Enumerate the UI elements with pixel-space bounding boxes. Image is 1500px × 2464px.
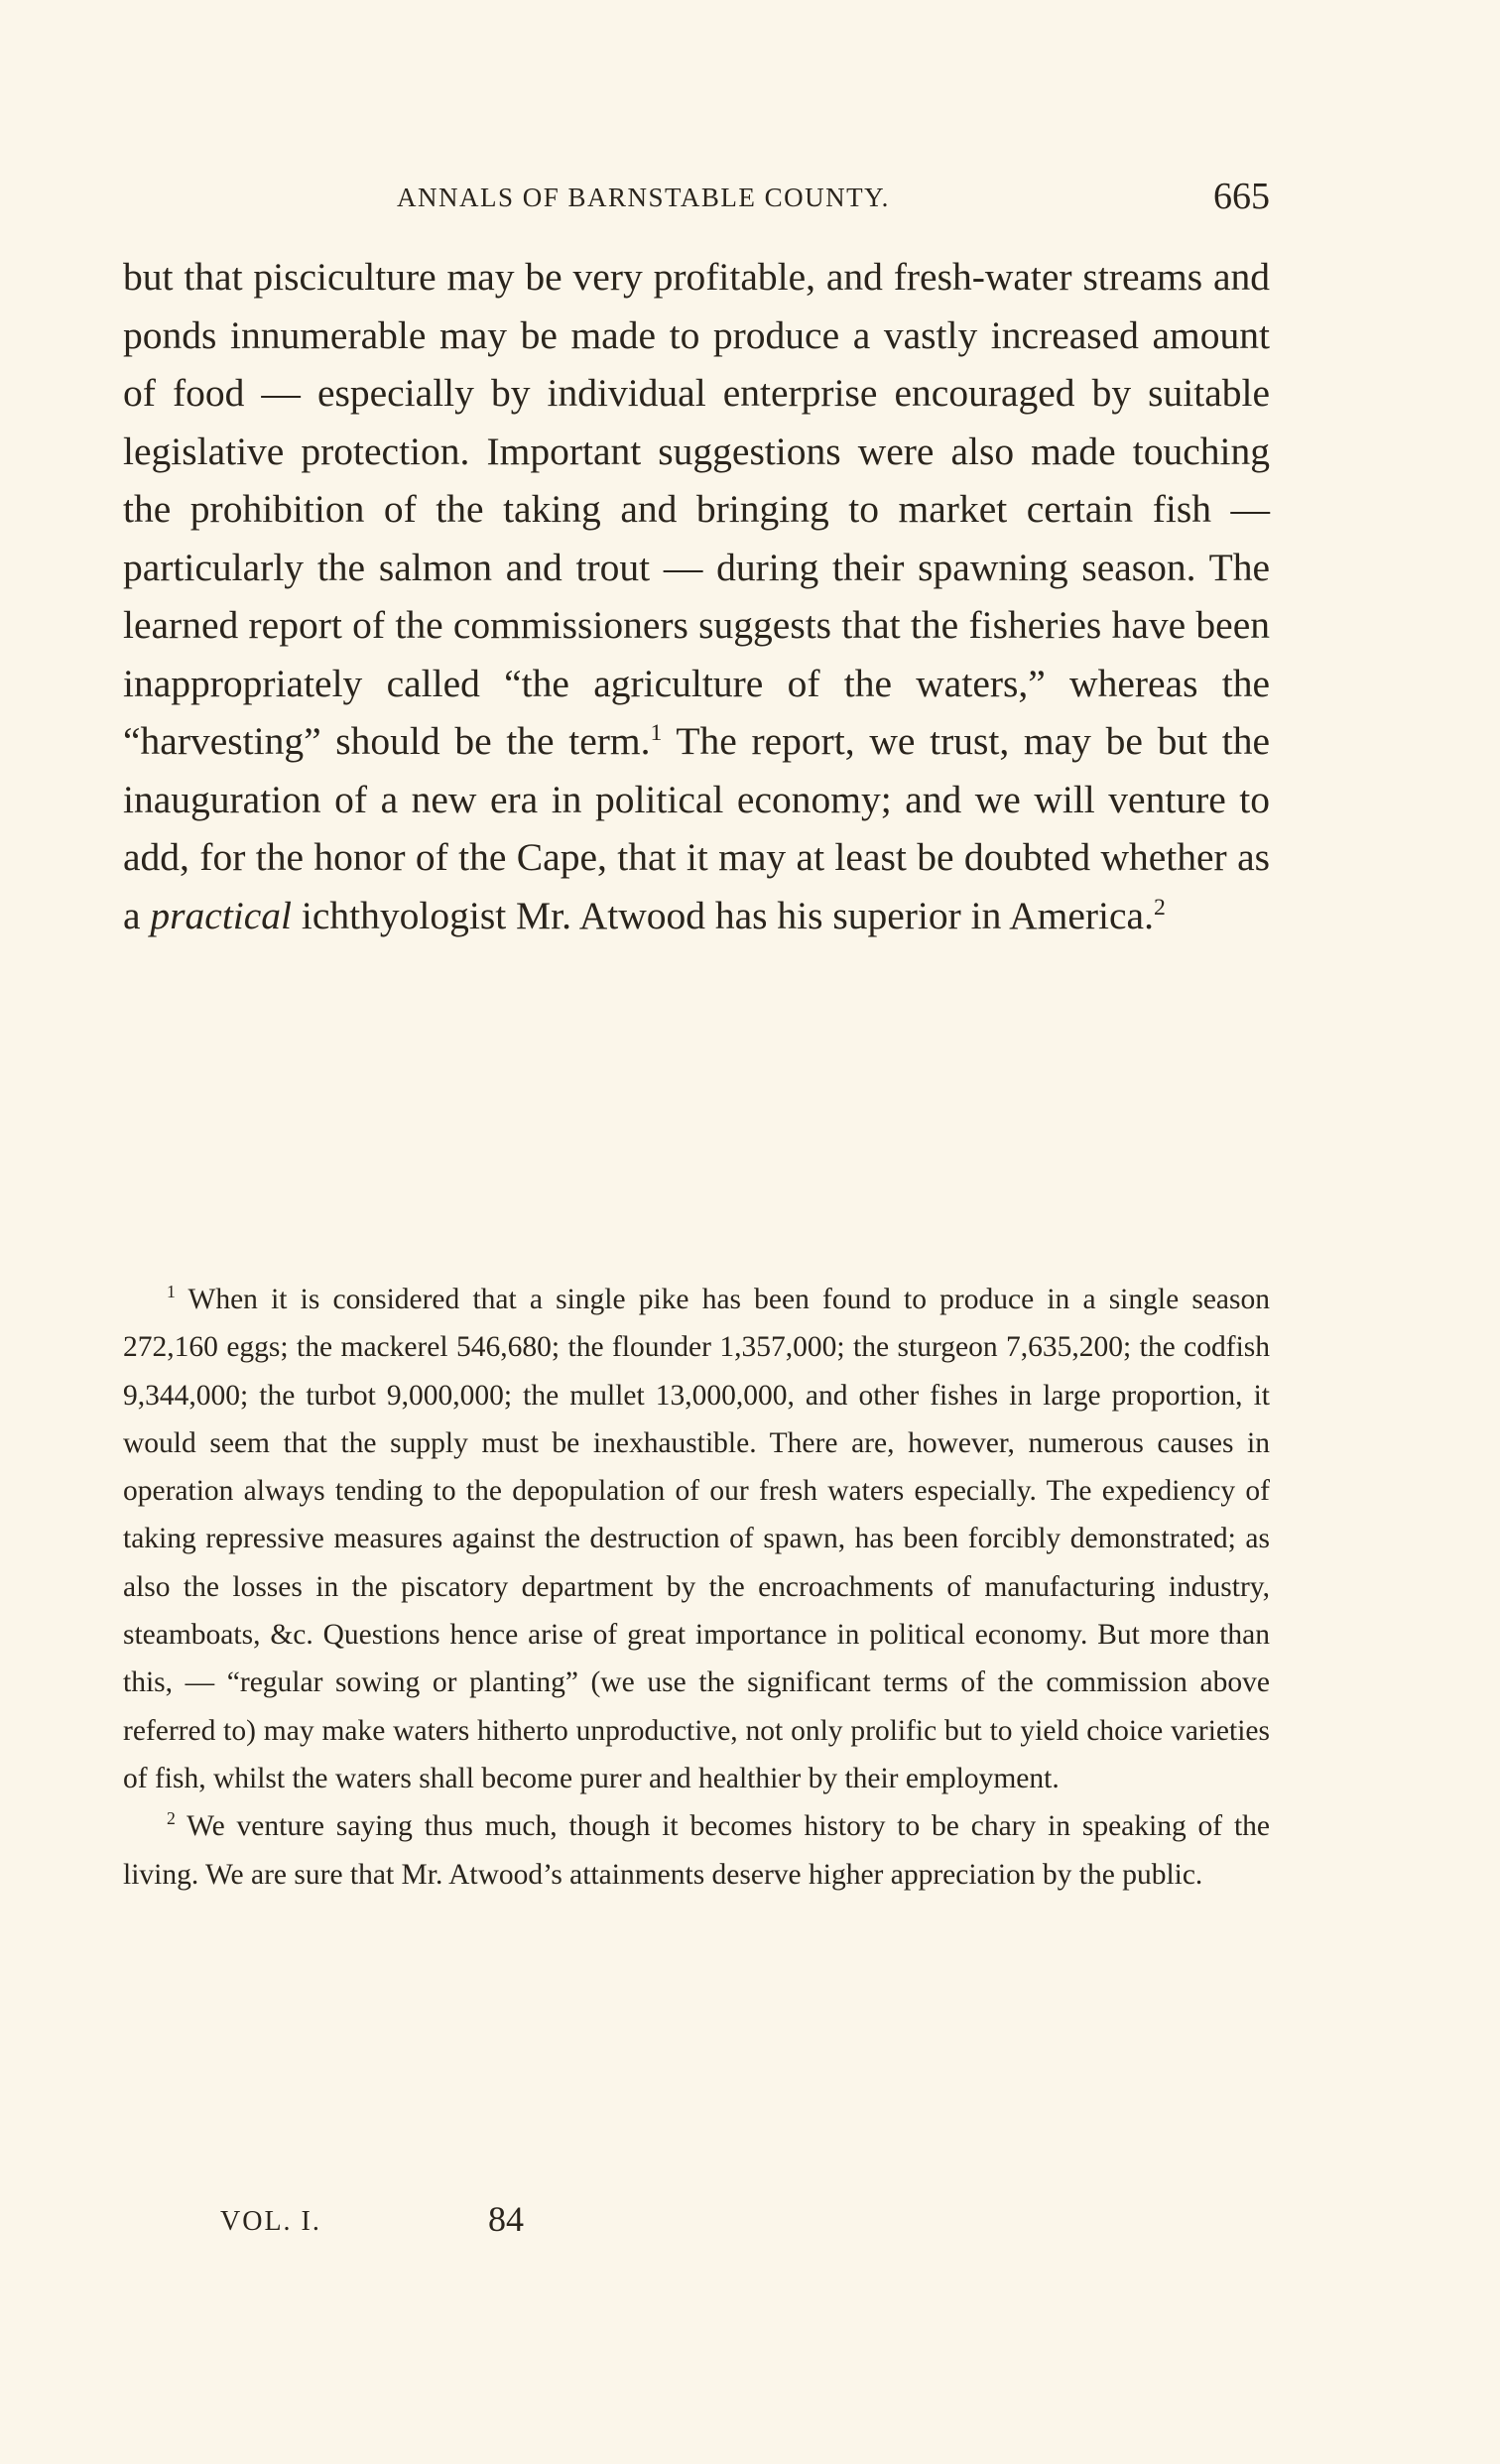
footnote-marker-1: 1	[167, 1282, 176, 1302]
volume-label: VOL. I.	[220, 2206, 321, 2237]
body-text-part-2: The report, we trust, may be but the inauguration of a new era in political economy; and we will venture to add, for the honor of the Cape, that it may at least be doubted whether as a	[123, 719, 1270, 937]
footnote-2	[123, 1802, 1270, 1899]
footnote-reference-1: 1	[650, 719, 663, 746]
signature-line	[220, 2198, 617, 2248]
footnotes	[123, 1276, 1270, 1899]
signature-number: 84	[488, 2199, 524, 2239]
footnote-text-2: We venture saying thus much, though it becomes history to be chary in speaking of the living. We are sure that Mr. Atwood’s attainments deserve higher appreciation by the public.	[123, 1810, 1270, 1891]
page-number: 665	[1213, 176, 1270, 217]
italic-term: practical	[150, 893, 293, 937]
footnote-reference-2: 2	[1153, 894, 1166, 921]
running-title: ANNALS OF BARNSTABLE COUNTY.	[397, 183, 890, 212]
footnote-text-1: When it is considered that a single pike has been found to produce in a single season 272,160 eggs; the mackerel 546,680; the flounder 1,357,000; the sturgeon 7,635,200; the codfish 9,344,000; the turbot 9,000,000; the mullet 13,000,000, and other fishes in large proportion, it would seem that the supply must be inexhaustible. There are, however, numerous causes in operation always tending to the depopulation of our fresh waters especially. The expediency of taking repressive measures against the destruction of spawn, has been forcibly demonstrated; as also the losses in the piscatory department by the encroachments of manufacturing industry, steamboats, &c. Questions hence arise of great importance in political economy. But more than this, — “regular sowing or planting” (we use the significant terms of the commission above referred to) may make waters hitherto unproductive, not only prolific but to yield choice varieties of fish, whilst the waters shall become purer and healthier by their employment.	[123, 1284, 1270, 1794]
running-head	[123, 175, 1270, 224]
body-text-part-1: but that pisciculture may be very profitable, and fresh-water streams and ponds innumerable may be made to produce a vastly increased amount of food — especially by individual enterprise encouraged by suitable legislative protection. Important suggestions were also made touching the prohibition of the taking and bringing to market certain fish — particularly the salmon and trout — during their spawning season. The learned report of the commissioners suggests that the fisheries have been inappropriately called “the agriculture of the waters,” whereas the “harvesting” should be the term.	[123, 255, 1270, 763]
footnote-1	[123, 1276, 1270, 1802]
footnote-marker-2: 2	[167, 1808, 176, 1829]
body-text-part-3: ichthyologist Mr. Atwood has his superior in America.	[292, 893, 1154, 937]
body-paragraph	[123, 248, 1270, 944]
